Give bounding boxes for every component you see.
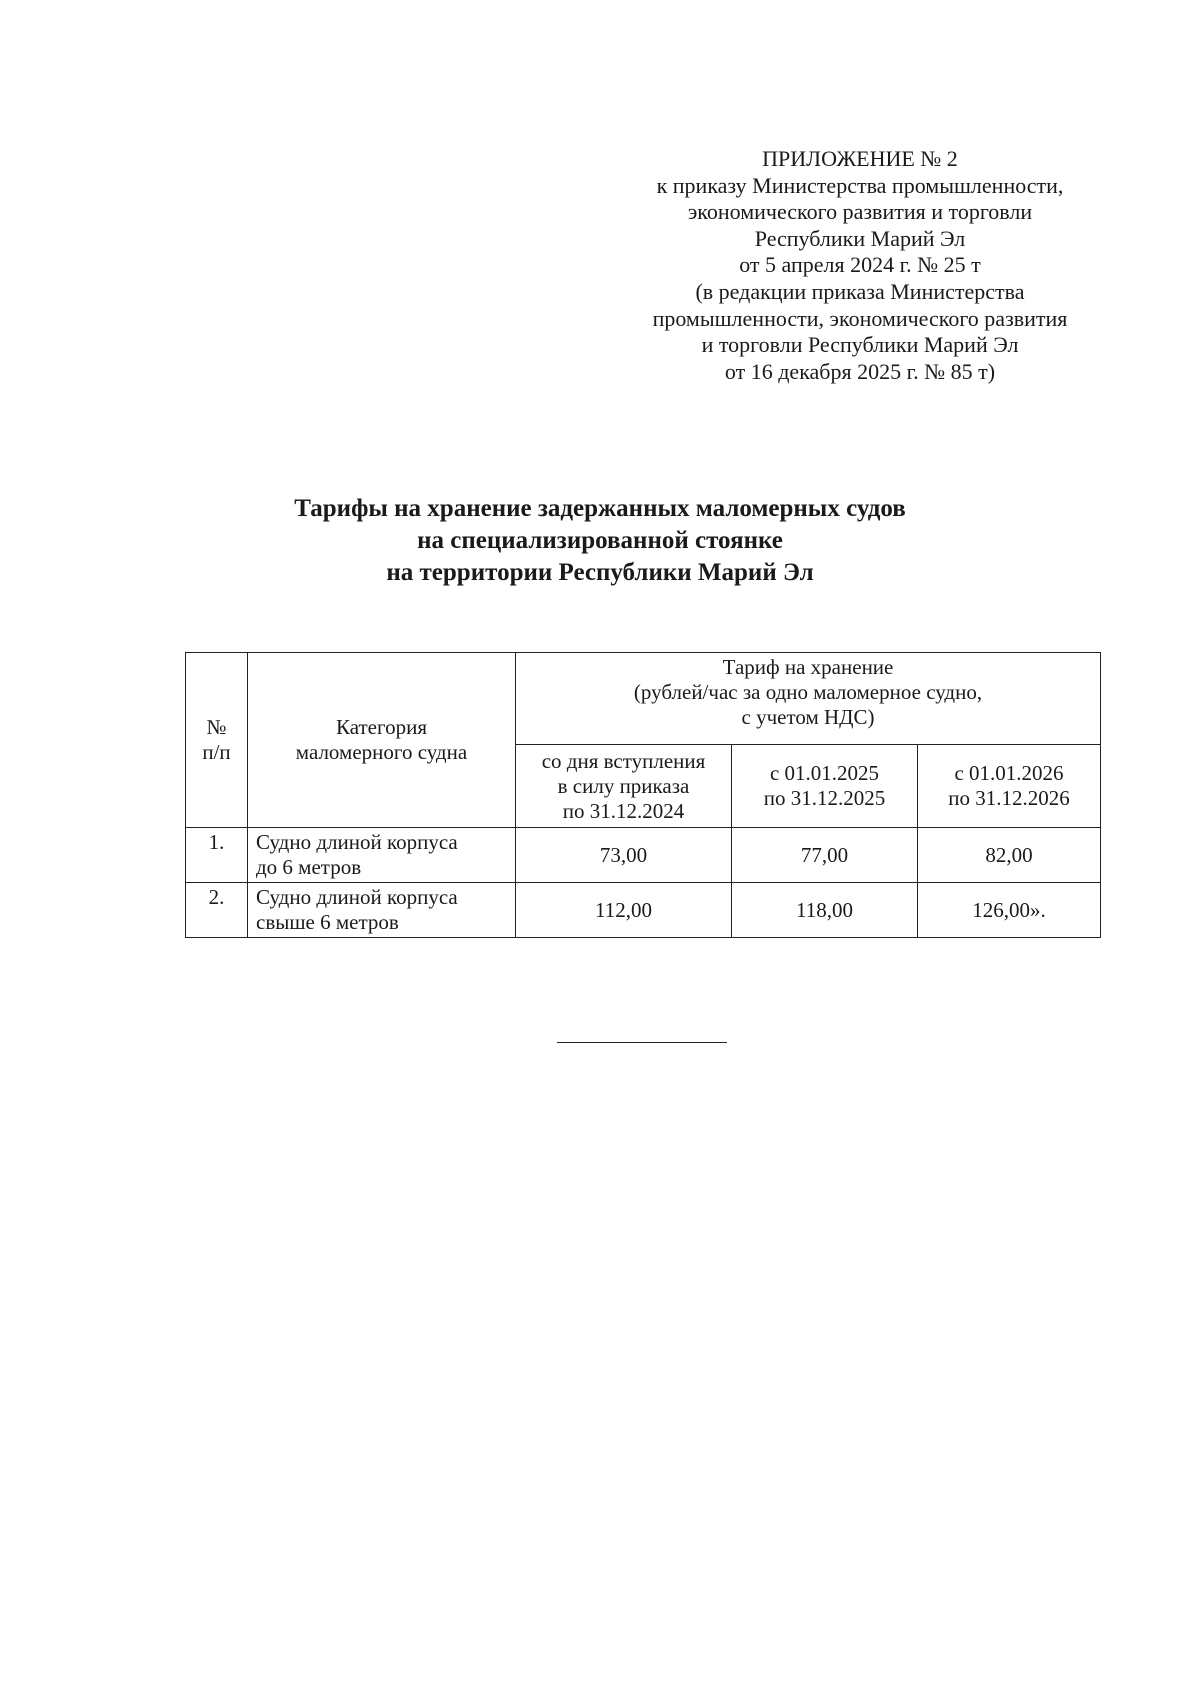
row-value-cell: 118,00 — [732, 883, 918, 938]
row-category-line: Судно длиной корпуса — [256, 885, 458, 909]
period-line: со дня вступления — [541, 748, 706, 773]
document-title — [0, 493, 1200, 589]
title-line: Тарифы на хранение задержанных маломерных судов — [294, 495, 906, 522]
header-category-line: Категория — [336, 715, 427, 739]
header-category-cell — [248, 653, 516, 828]
header-tariff-cell — [516, 653, 1101, 745]
table-row — [186, 883, 1101, 938]
appendix-line: и торговли Республики Марий Эл — [701, 332, 1019, 358]
row-value-cell: 77,00 — [732, 828, 918, 883]
title-line: на специализированной стоянке — [417, 527, 783, 554]
period-cell — [732, 745, 918, 828]
row-value-cell: 82,00 — [918, 828, 1101, 883]
header-num-cell — [186, 653, 248, 828]
period-line: по 31.12.2026 — [948, 786, 1070, 810]
appendix-header — [600, 146, 1120, 385]
row-category-cell — [248, 883, 516, 938]
period-line: с 01.01.2026 — [954, 761, 1064, 785]
title-line: на территории Республики Марий Эл — [386, 559, 814, 586]
period-cell — [918, 745, 1101, 828]
row-num-cell: 2. — [186, 883, 248, 938]
header-tariff-line: (рублей/час за одно маломерное судно, — [633, 680, 983, 704]
table-row — [186, 828, 1101, 883]
appendix-line: промышленности, экономического развития — [652, 305, 1068, 331]
row-value-cell: 112,00 — [516, 883, 732, 938]
row-value-cell: 126,00». — [918, 883, 1101, 938]
header-num-line: № — [206, 715, 227, 739]
row-num-cell: 1. — [186, 828, 248, 883]
tariffs-table — [185, 652, 1101, 938]
row-value-cell: 73,00 — [516, 828, 732, 883]
table-header-row — [186, 653, 1101, 745]
period-line: с 01.01.2025 — [769, 761, 880, 785]
appendix-line: (в редакции приказа Министерства — [695, 278, 1025, 304]
row-category-line: Судно длиной корпуса — [256, 830, 458, 854]
header-category-line: маломерного судна — [295, 740, 468, 764]
end-divider-line — [557, 1042, 727, 1043]
appendix-line: Республики Марий Эл — [754, 225, 966, 251]
header-num-line: п/п — [202, 740, 231, 764]
appendix-line: от 5 апреля 2024 г. № 25 т — [739, 252, 981, 278]
appendix-line: ПРИЛОЖЕНИЕ № 2 — [762, 146, 958, 171]
period-line: по 31.12.2024 — [562, 798, 685, 823]
header-tariff-line: с учетом НДС) — [741, 705, 875, 729]
appendix-line: экономического развития и торговли — [687, 199, 1033, 225]
period-cell — [516, 745, 732, 828]
period-line: в силу приказа — [557, 773, 690, 798]
row-category-line: свыше 6 метров — [256, 910, 399, 934]
row-category-line: до 6 метров — [256, 855, 362, 879]
appendix-line: к приказу Министерства промышленности, — [656, 172, 1064, 198]
row-category-cell — [248, 828, 516, 883]
period-line: по 31.12.2025 — [763, 786, 886, 810]
header-tariff-line: Тариф на хранение — [722, 655, 894, 679]
appendix-line: от 16 декабря 2025 г. № 85 т) — [724, 358, 996, 384]
